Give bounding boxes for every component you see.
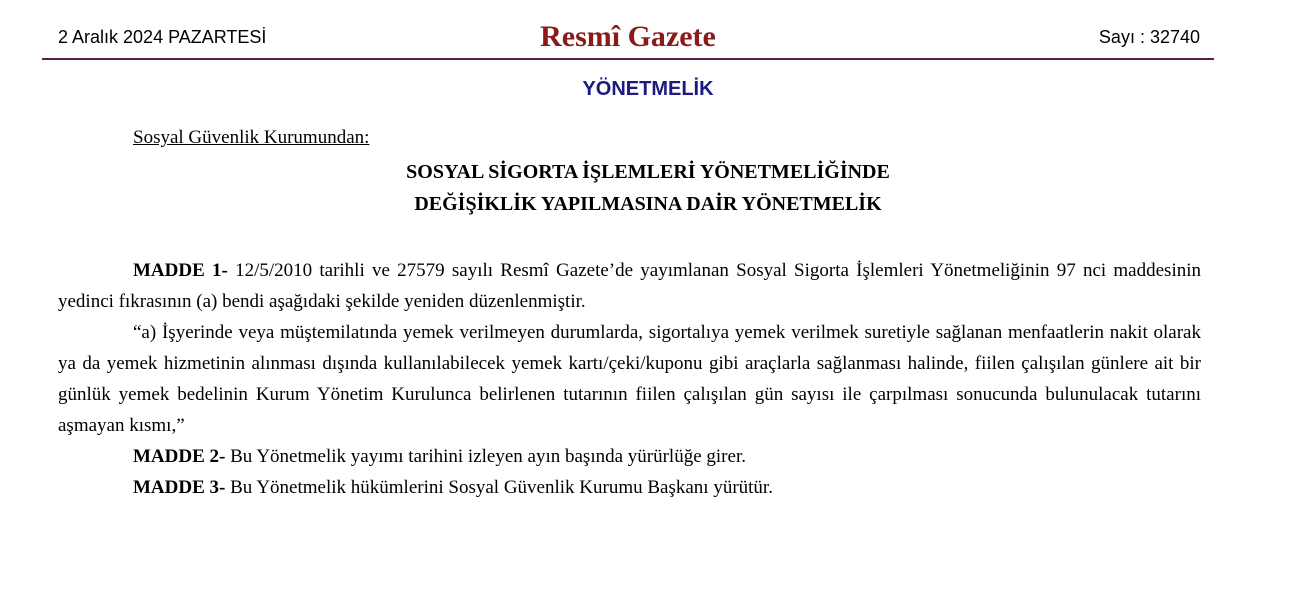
article-3	[58, 472, 1201, 503]
article-1	[58, 255, 1201, 317]
gazette-header	[42, 20, 1214, 60]
regulation-title-line-2: DEĞİŞİKLİK YAPILMASINA DAİR YÖNETMELİK	[414, 193, 882, 215]
gazette-title: Resmî Gazete	[540, 20, 716, 53]
article-1-label: MADDE 1-	[133, 260, 228, 281]
regulation-title	[0, 156, 1296, 220]
article-3-text: Bu Yönetmelik hükümlerini Sosyal Güvenlik Kurumu Başkanı yürütür.	[225, 477, 773, 498]
article-1-quote-text: “a) İşyerinde veya müştemilatında yemek verilmeyen durumlarda, sigortalıya yemek verilmek suretiyle sağlanan menfaatlerin nakit olarak ya da yemek hizmetinin alınması dışında kullanılabilecek yemek kartı/çeki/kuponu gibi araçlarla sağlanması halinde, fiilen çalışılan günlere ait bir günlük yemek bedelinin Kurum Yönetim Kurulunca belirlenen tutarının fiilen çalışılan gün sayısı ile çarpılması sonucunda bulunulacak tutarını aşmayan kısmı,”	[58, 322, 1201, 436]
header-date: 2 Aralık 2024 PAZARTESİ	[58, 27, 267, 47]
article-1-text: 12/5/2010 tarihli ve 27579 sayılı Resmî Gazete’de yayımlanan Sosyal Sigorta İşlemleri Yönetmeliğinin 97 nci maddesinin yedinci fıkrasının (a) bendi aşağıdaki şekilde yeniden düzenlenmiştir.	[58, 260, 1201, 312]
issue-number: Sayı : 32740	[1098, 27, 1200, 47]
article-3-label: MADDE 3-	[133, 477, 226, 498]
regulation-title-line-1: SOSYAL SİGORTA İŞLEMLERİ YÖNETMELİĞİNDE	[406, 161, 890, 183]
regulation-body	[58, 255, 1201, 503]
issuing-authority: Sosyal Güvenlik Kurumundan:	[133, 127, 370, 148]
section-heading: YÖNETMELİK	[582, 78, 714, 100]
article-2-text: Bu Yönetmelik yayımı tarihini izleyen ayın başında yürürlüğe girer.	[225, 446, 746, 467]
article-2	[58, 441, 1201, 472]
article-1-quote	[58, 317, 1201, 441]
article-2-label: MADDE 2-	[133, 446, 226, 467]
